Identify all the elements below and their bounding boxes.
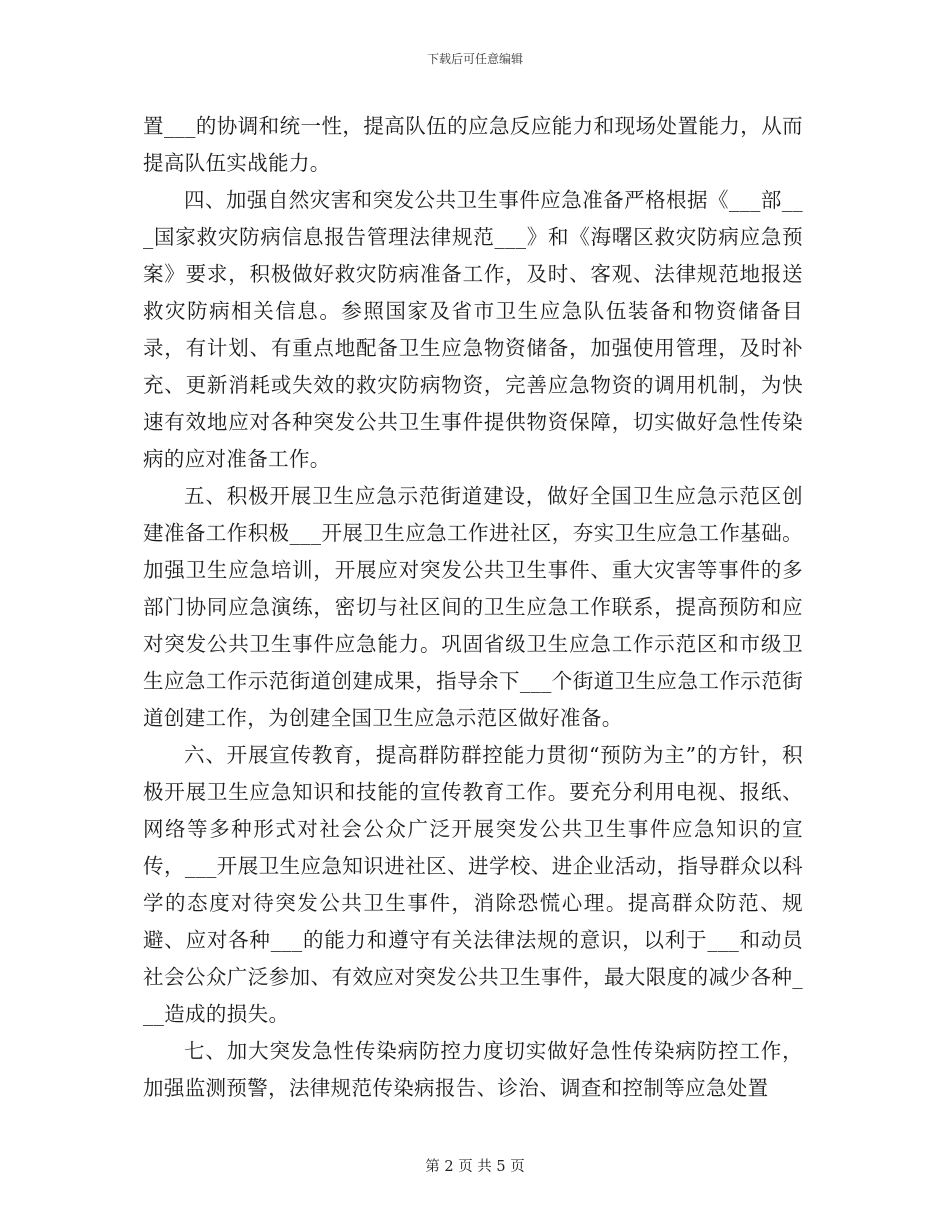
paragraph-section-5: 五、积极开展卫生应急示范街道建设，做好全国卫生应急示范区创建准备工作积极___开展卫生应急工作进社区，夯实卫生应急工作基础。加强卫生应急培训，开展应对突发公共卫生事件、重大灾害等事件的多部门协同应急演练，密切与社区间的卫生应急工作联系，提高预防和应对突发公共卫生事件应急能力。巩固省级卫生应急工作示范区和市级卫生应急工作示范街道创建成果，指导余下___个街道卫生应急工作示范街道创建工作，为创建全国卫生应急示范区做好准备。 — [143, 484, 803, 730]
paragraph-continuation: 置___的协调和统一性，提高队伍的应急反应能力和现场处置能力，从而提高队伍实战能力。 — [143, 114, 803, 175]
page-number-footer: 第 2 页 共 5 页 — [425, 1159, 525, 1175]
paragraph-section-6: 六、开展宣传教育，提高群防群控能力贯彻“预防为主”的方针，积极开展卫生应急知识和技能的宣传教育工作。要充分利用电视、报纸、网络等多种形式对社会公众广泛开展突发公共卫生事件应急知识的宣传，___开展卫生应急知识进社区、进学校、进企业活动，指导群众以科学的态度对待突发公共卫生事件，消除恐慌心理。提高群众防范、规避、应对各种___的能力和遵守有关法律法规的意识，以利于___和动员社会公众广泛参加、有效应对突发公共卫生事件，最大限度的减少各种___造成的损失。 — [143, 743, 803, 1026]
document-body — [143, 108, 803, 1107]
paragraph-section-4: 四、加强自然灾害和突发公共卫生事件应急准备严格根据《___部___国家救灾防病信息报告管理法律规范___》和《海曙区救灾防病应急预案》要求，积极做好救灾防病准备工作，及时、客观、法律规范地报送救灾防病相关信息。参照国家及省市卫生应急队伍装备和物资储备目录，有计划、有重点地配备卫生应急物资储备，加强使用管理，及时补充、更新消耗或失效的救灾防病物资，完善应急物资的调用机制，为快速有效地应对各种突发公共卫生事件提供物资保障，切实做好急性传染病的应对准备工作。 — [143, 188, 803, 471]
paragraph-section-7: 七、加大突发急性传染病防控力度切实做好急性传染病防控工作，加强监测预警，法律规范传染病报告、诊治、调查和控制等应急处置 — [143, 1039, 803, 1100]
page-header: 下载后可任意编辑 — [426, 52, 523, 66]
